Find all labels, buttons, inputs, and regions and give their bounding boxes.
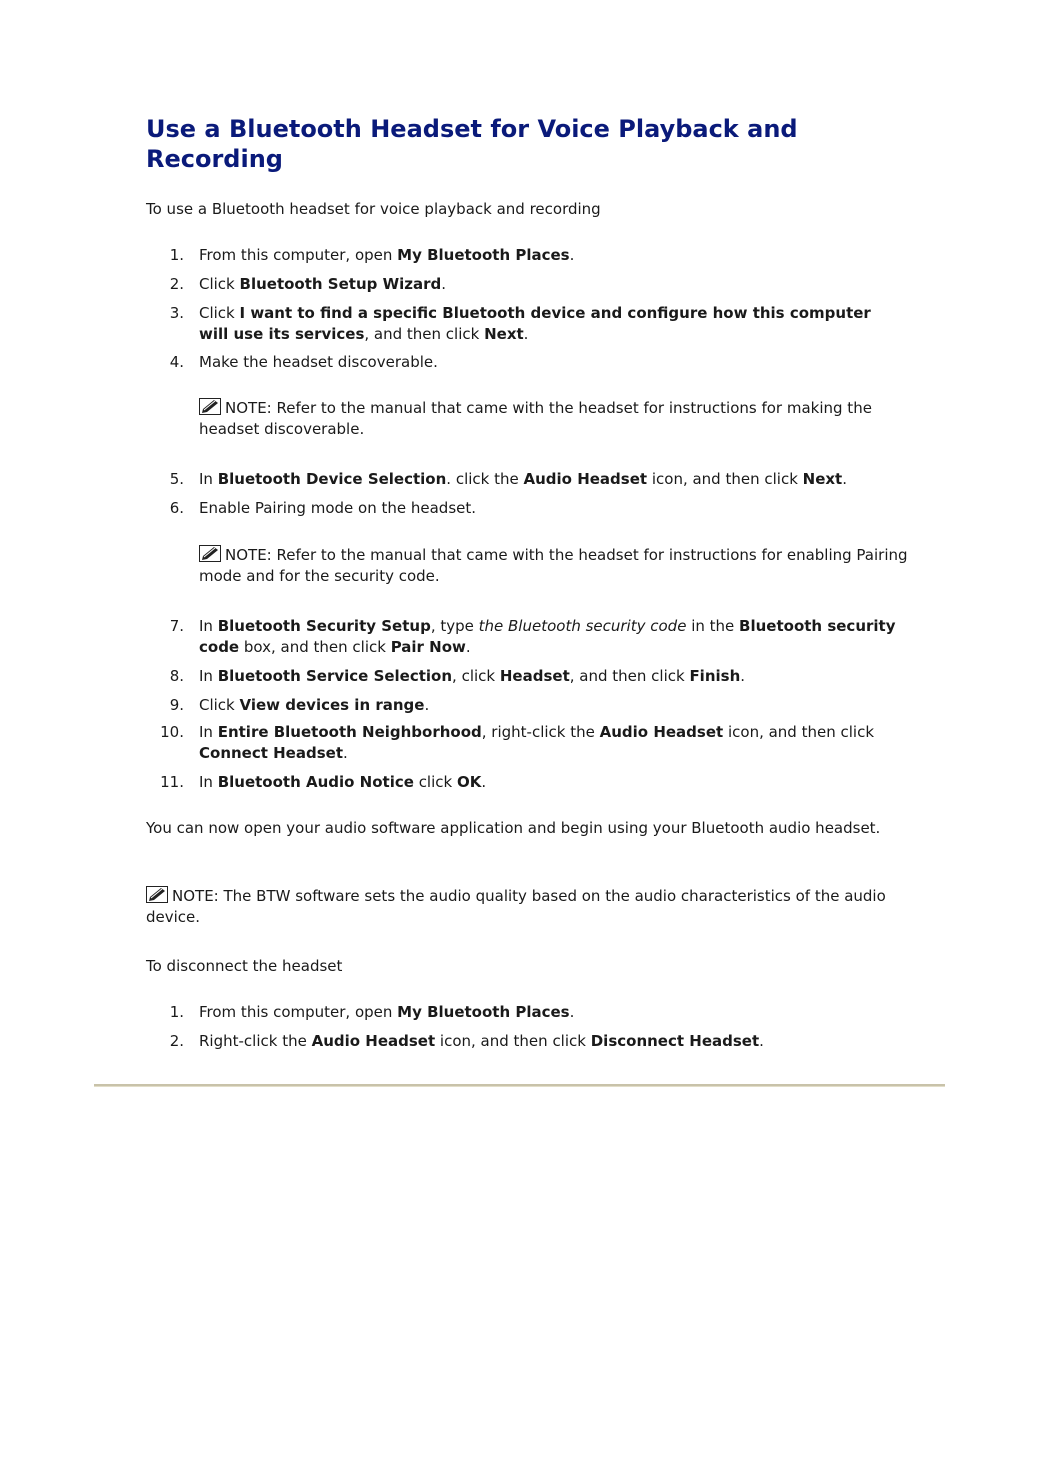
- step-text-segment: Bluetooth Service Selection: [217, 667, 453, 685]
- step-text-segment: In: [199, 723, 218, 741]
- step-text-segment: .: [441, 275, 447, 293]
- step-text-segment: icon, and then click: [647, 470, 803, 488]
- step-text-segment: Audio Headset: [311, 1032, 436, 1050]
- step-text-segment: icon, and then click: [435, 1032, 591, 1050]
- step-text-segment: click: [413, 773, 457, 791]
- step-number: 7.: [169, 617, 184, 635]
- step-text-segment: .: [842, 470, 848, 488]
- step-number: 2.: [169, 1032, 184, 1050]
- step-text-segment: My Bluetooth Places: [397, 1003, 570, 1021]
- note-discoverable: [199, 398, 919, 440]
- step-text-segment: Bluetooth Security Setup: [217, 617, 431, 635]
- step-text-segment: Bluetooth security code: [199, 617, 896, 656]
- step-text-segment: Click: [199, 696, 240, 714]
- note-text: NOTE: Refer to the manual that came with the headset for instructions for making the headset discoverable.: [199, 399, 872, 438]
- step-text: [199, 772, 899, 793]
- step-text: [199, 498, 899, 519]
- step-text: [199, 1002, 899, 1023]
- step-text: [199, 616, 899, 658]
- step-text-segment: Bluetooth Device Selection: [217, 470, 447, 488]
- step-text-segment: .: [424, 696, 430, 714]
- note-text: NOTE: The BTW software sets the audio quality based on the audio characteristics of the audio device.: [146, 887, 886, 926]
- note-btw: [146, 886, 886, 928]
- step-text-segment: Pair Now: [390, 638, 466, 656]
- step-text-segment: Right-click the: [199, 1032, 312, 1050]
- step-text-segment: In: [199, 773, 218, 791]
- step-text-segment: Bluetooth Setup Wizard: [239, 275, 442, 293]
- step-text-segment: I want to find a specific Bluetooth device and configure how this computer will use its services: [199, 304, 871, 343]
- step-text-segment: .: [569, 246, 575, 264]
- step-text-segment: .: [569, 1003, 575, 1021]
- step-text: [199, 352, 899, 373]
- step-text-segment: In: [199, 470, 218, 488]
- step-text-segment: Bluetooth Audio Notice: [217, 773, 414, 791]
- step-text-segment: Next: [802, 470, 843, 488]
- step-text-segment: Click: [199, 275, 240, 293]
- step-text: [199, 1031, 899, 1052]
- step-text-segment: , and then click: [569, 667, 690, 685]
- step-text: [199, 695, 899, 716]
- step-text-segment: OK: [456, 773, 482, 791]
- step-text-segment: Click: [199, 304, 240, 322]
- step-text-segment: In: [199, 667, 218, 685]
- note-pairing: [199, 545, 919, 587]
- step-number: 6.: [169, 499, 184, 517]
- note-text: NOTE: Refer to the manual that came with the headset for instructions for enabling Pairing mode and for the security code.: [199, 546, 908, 585]
- step-text-segment: box, and then click: [239, 638, 391, 656]
- step-text-segment: , type: [430, 617, 479, 635]
- step-text-segment: . click the: [446, 470, 524, 488]
- note-pencil-icon: [146, 886, 168, 903]
- step-text: [199, 303, 899, 345]
- step-text-segment: Finish: [689, 667, 741, 685]
- disconnect-intro-text: To disconnect the headset: [146, 957, 343, 975]
- step-number: 10.: [160, 723, 184, 741]
- step-text: [199, 722, 899, 764]
- step-text-segment: .: [481, 773, 487, 791]
- after-steps-text: You can now open your audio software application and begin using your Bluetooth audio headset.: [146, 819, 881, 837]
- step-text-segment: View devices in range: [239, 696, 425, 714]
- step-text-segment: the Bluetooth security code: [478, 617, 687, 635]
- step-text: [199, 274, 899, 295]
- step-text-segment: From this computer, open: [199, 246, 398, 264]
- step-number: 11.: [160, 773, 184, 791]
- step-text-segment: in the: [686, 617, 740, 635]
- step-text: [199, 245, 899, 266]
- step-text-segment: .: [343, 744, 348, 762]
- note-pencil-icon: [199, 545, 221, 562]
- step-text-segment: , and then click: [364, 325, 485, 343]
- footer-divider: [94, 1084, 945, 1087]
- step-text-segment: My Bluetooth Places: [397, 246, 570, 264]
- step-number: 1.: [169, 1003, 184, 1021]
- step-number: 2.: [169, 275, 184, 293]
- step-text-segment: icon, and then click: [723, 723, 875, 741]
- note-pencil-icon: [199, 398, 221, 415]
- step-number: 8.: [169, 667, 184, 685]
- step-number: 3.: [169, 304, 184, 322]
- step-text-segment: , click: [452, 667, 500, 685]
- step-text-segment: .: [465, 638, 471, 656]
- step-number: 1.: [169, 246, 184, 264]
- step-text: [199, 666, 899, 687]
- step-text-segment: .: [523, 325, 529, 343]
- step-text-segment: Connect Headset: [199, 744, 343, 762]
- step-text-segment: Make the headset discoverable.: [199, 353, 438, 371]
- step-number: 5.: [169, 470, 184, 488]
- step-text-segment: Audio Headset: [523, 470, 648, 488]
- step-text: [199, 469, 899, 490]
- intro-text: To use a Bluetooth headset for voice playback and recording: [146, 200, 601, 218]
- step-text-segment: , right-click the: [481, 723, 600, 741]
- step-text-segment: Headset: [499, 667, 570, 685]
- step-text-segment: In: [199, 617, 218, 635]
- step-text-segment: Audio Headset: [599, 723, 724, 741]
- step-text-segment: .: [759, 1032, 764, 1050]
- page-title: Use a Bluetooth Headset for Voice Playback and Recording: [146, 115, 798, 173]
- step-number: 9.: [169, 696, 184, 714]
- step-text-segment: From this computer, open: [199, 1003, 398, 1021]
- step-text-segment: Disconnect Headset: [590, 1032, 760, 1050]
- step-number: 4.: [169, 353, 184, 371]
- step-text-segment: Entire Bluetooth Neighborhood: [217, 723, 482, 741]
- step-text-segment: Next: [484, 325, 524, 343]
- step-text-segment: Enable Pairing mode on the headset.: [199, 499, 477, 517]
- step-text-segment: .: [740, 667, 746, 685]
